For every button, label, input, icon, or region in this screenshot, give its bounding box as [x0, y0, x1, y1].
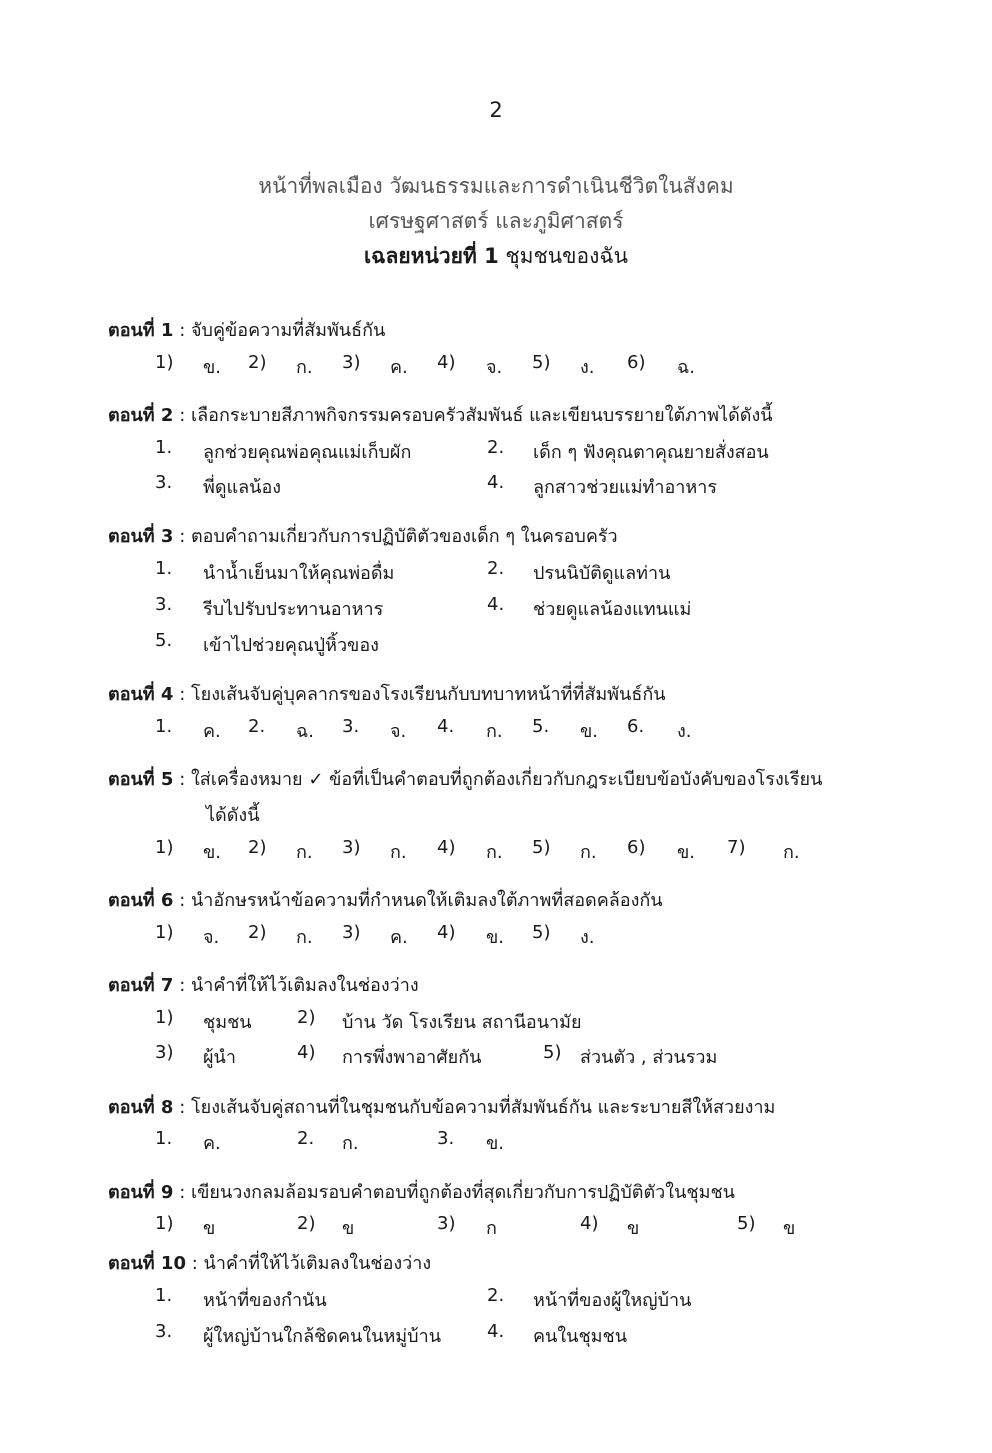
item-number: 1. [155, 716, 173, 737]
section-label: ตอนที่ 8 [108, 1097, 174, 1118]
section-label: ตอนที่ 6 [108, 890, 174, 911]
item-number: 5) [737, 1213, 756, 1234]
item-number: 5) [532, 352, 551, 373]
answer-text: ค. [390, 357, 408, 378]
item-number: 1) [155, 352, 174, 373]
item-number: 1. [155, 558, 173, 579]
section-instruction: : โยงเส้นจับคู่สถานที่ในชุมชนกับข้อความที่สัมพันธ์กัน และระบายสีให้สวยงาม [173, 1097, 776, 1118]
item-number: 4) [437, 922, 456, 943]
answer-text: ข. [203, 357, 222, 378]
answer-text: ก. [296, 357, 313, 378]
section-instruction: : นำคำที่ให้ไว้เติมลงในช่องว่าง [173, 975, 419, 996]
answer-text: นำน้ำเย็นมาให้คุณพ่อดื่ม [203, 563, 395, 584]
section-2-heading [108, 400, 773, 429]
answer-text: คนในชุมชน [533, 1326, 628, 1347]
answer-text: ก. [342, 1133, 359, 1154]
item-number: 1) [155, 837, 174, 858]
answer-text: ก. [390, 842, 407, 863]
item-number: 4) [437, 352, 456, 373]
item-number: 4) [297, 1042, 316, 1063]
item-number: 3) [342, 837, 361, 858]
item-number: 6. [627, 716, 645, 737]
item-number: 3. [155, 1321, 173, 1342]
answer-text: พี่ดูแลน้อง [203, 477, 282, 498]
section-instruction: : เลือกระบายสีภาพกิจกรรมครอบครัวสัมพันธ์ และเขียนบรรยายใต้ภาพได้ดังนี้ [173, 405, 773, 426]
answer-text: ข [342, 1218, 355, 1239]
answer-text: ข. [486, 1133, 505, 1154]
item-number: 5) [543, 1042, 562, 1063]
item-number: 2) [248, 837, 267, 858]
section-instruction: : จับคู่ข้อความที่สัมพันธ์กัน [173, 320, 386, 341]
section-instruction: : นำอักษรหน้าข้อความที่กำหนดให้เติมลงใต้ภาพที่สอดคล้องกัน [173, 890, 663, 911]
unit-name: ชุมชนของฉัน [505, 244, 628, 268]
answer-text: ข. [677, 842, 696, 863]
section-label: ตอนที่ 3 [108, 526, 174, 547]
item-number: 3) [437, 1213, 456, 1234]
answer-text: ส่วนตัว , ส่วนรวม [580, 1047, 718, 1068]
section-label: ตอนที่ 7 [108, 975, 174, 996]
section-instruction: : ตอบคำถามเกี่ยวกับการปฏิบัติตัวของเด็ก ๆ ในครอบครัว [173, 526, 618, 547]
item-number: 2) [297, 1213, 316, 1234]
answer-text: หน้าที่ของผู้ใหญ่บ้าน [533, 1290, 692, 1311]
item-number: 1) [155, 1213, 174, 1234]
doc-title-line-2: เศรษฐศาสตร์ และภูมิศาสตร์ [368, 209, 624, 233]
answer-text: ค. [203, 721, 221, 742]
answer-text: ข. [580, 721, 599, 742]
doc-title-line-1: หน้าที่พลเมือง วัฒนธรรมและการดำเนินชีวิตในสังคม [258, 174, 734, 198]
section-1-heading [108, 315, 385, 344]
answer-text: ง. [580, 357, 595, 378]
item-number: 1. [155, 437, 173, 458]
item-number: 2) [248, 352, 267, 373]
answer-text: ชุมชน [203, 1012, 252, 1033]
item-number: 4. [487, 594, 505, 615]
section-label: ตอนที่ 9 [108, 1182, 174, 1203]
item-number: 3) [342, 922, 361, 943]
answer-text: ฉ. [296, 721, 314, 742]
item-number: 5. [532, 716, 550, 737]
answer-text: จ. [203, 927, 220, 948]
item-number: 6) [627, 352, 646, 373]
answer-text: จ. [390, 721, 407, 742]
answer-text: ปรนนิบัติดูแลท่าน [533, 563, 671, 584]
item-number: 4. [487, 1321, 505, 1342]
answer-text: ข [627, 1218, 640, 1239]
section-instruction: : ใส่เครื่องหมาย ✓ ข้อที่เป็นคำตอบที่ถูกต้องเกี่ยวกับกฎระเบียบข้อบังคับของโรงเรียน [173, 769, 823, 790]
item-number: 1. [155, 1285, 173, 1306]
section-label: ตอนที่ 10 [108, 1253, 186, 1274]
section-instruction: : โยงเส้นจับคู่บุคลากรของโรงเรียนกับบทบาทหน้าที่ที่สัมพันธ์กัน [173, 684, 666, 705]
item-number: 2. [487, 1285, 505, 1306]
answer-text: ง. [580, 927, 595, 948]
answer-text: ผู้ใหญ่บ้านใกล้ชิดคนในหมู่บ้าน [203, 1326, 442, 1347]
answer-text: เข้าไปช่วยคุณปู่หิ้วของ [203, 635, 379, 656]
section-label: ตอนที่ 4 [108, 684, 174, 705]
answer-text: ผู้นำ [203, 1047, 236, 1068]
item-number: 3) [155, 1042, 174, 1063]
answer-text: หน้าที่ของกำนัน [203, 1290, 327, 1311]
section-instruction: : นำคำที่ให้ไว้เติมลงในช่องว่าง [186, 1253, 432, 1274]
item-number: 3. [155, 472, 173, 493]
answer-text: ช่วยดูแลน้องแทนแม่ [533, 599, 692, 620]
answer-text: รีบไปรับประทานอาหาร [203, 599, 384, 620]
answer-text: ลูกช่วยคุณพ่อคุณแม่เก็บผัก [203, 442, 412, 463]
answer-text: ก. [486, 721, 503, 742]
answer-text: การพึ่งพาอาศัยกัน [342, 1047, 482, 1068]
answer-text: ข [783, 1218, 796, 1239]
answer-text: ก. [486, 842, 503, 863]
item-number: 5) [532, 837, 551, 858]
item-number: 1) [155, 1007, 174, 1028]
answer-text: จ. [486, 357, 503, 378]
answer-text: ข. [203, 842, 222, 863]
answer-text: ง. [677, 721, 692, 742]
item-number: 5. [155, 630, 173, 651]
item-number: 4) [437, 837, 456, 858]
answer-text: ก [486, 1218, 497, 1239]
answer-text: ก. [296, 842, 313, 863]
page-number: 2 [489, 98, 503, 122]
section-label: ตอนที่ 1 [108, 320, 174, 341]
item-number: 2) [248, 922, 267, 943]
answer-text: ค. [390, 927, 408, 948]
item-number: 5) [532, 922, 551, 943]
section-instruction: : เขียนวงกลมล้อมรอบคำตอบที่ถูกต้องที่สุดเกี่ยวกับการปฏิบัติตัวในชุมชน [173, 1182, 735, 1203]
answer-text: ก. [296, 927, 313, 948]
section-9-heading [108, 1177, 735, 1206]
item-number: 4) [580, 1213, 599, 1234]
item-number: 6) [627, 837, 646, 858]
item-number: 7) [727, 837, 746, 858]
section-3-heading [108, 521, 618, 550]
answer-text: ก. [783, 842, 800, 863]
section-10-heading [108, 1248, 431, 1277]
item-number: 2. [487, 558, 505, 579]
section-4-heading [108, 679, 666, 708]
item-number: 4. [437, 716, 455, 737]
section-7-heading [108, 970, 419, 999]
answer-text: ฉ. [677, 357, 695, 378]
item-number: 3. [437, 1128, 455, 1149]
section-label: ตอนที่ 5 [108, 769, 174, 790]
item-number: 3. [342, 716, 360, 737]
section-5-heading [108, 764, 822, 793]
section-instruction-continued: ได้ดังนี้ [206, 805, 260, 826]
item-number: 2. [248, 716, 266, 737]
item-number: 4. [487, 472, 505, 493]
item-number: 1. [155, 1128, 173, 1149]
item-number: 3. [155, 594, 173, 615]
answer-text: ข. [486, 927, 505, 948]
answer-text: ข [203, 1218, 216, 1239]
answer-text: ก. [580, 842, 597, 863]
item-number: 3) [342, 352, 361, 373]
answer-text: ลูกสาวช่วยแม่ทำอาหาร [533, 477, 717, 498]
answer-key-unit: เฉลยหน่วยที่ 1 [364, 244, 499, 268]
doc-title-line-3 [0, 240, 992, 273]
section-6-heading [108, 885, 663, 914]
section-label: ตอนที่ 2 [108, 405, 174, 426]
answer-text: บ้าน วัด โรงเรียน สถานีอนามัย [342, 1012, 582, 1033]
answer-text: ค. [203, 1133, 221, 1154]
item-number: 2. [487, 437, 505, 458]
item-number: 2. [297, 1128, 315, 1149]
item-number: 2) [297, 1007, 316, 1028]
section-8-heading [108, 1092, 775, 1121]
answer-text: เด็ก ๆ ฟังคุณตาคุณยายสั่งสอน [533, 442, 769, 463]
item-number: 1) [155, 922, 174, 943]
